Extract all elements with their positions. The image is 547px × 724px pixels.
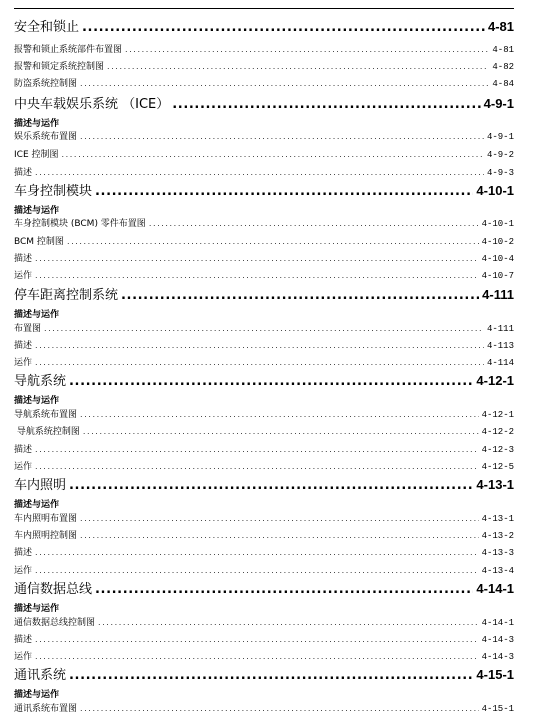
toc-subheading: 描述与运作 — [14, 500, 60, 510]
top-rule — [14, 8, 514, 9]
heading-page: 4-13-1 — [476, 477, 514, 492]
dot-leader — [80, 79, 489, 89]
toc-item[interactable] — [14, 165, 514, 178]
item-label: 报警和锁定系统控制图 — [14, 62, 105, 72]
item-label: 描述 — [14, 341, 33, 351]
item-label: 布置图 — [14, 324, 42, 334]
toc-heading-data-bus[interactable] — [14, 578, 514, 597]
toc-item[interactable] — [14, 42, 514, 55]
toc-item[interactable] — [14, 701, 514, 714]
item-page: 4-13-3 — [481, 548, 514, 558]
item-page: 4-111 — [486, 324, 514, 334]
item-page: 4-9-2 — [486, 150, 514, 160]
item-page: 4-114 — [486, 358, 514, 368]
heading-title: 车身控制模块 — [14, 184, 93, 199]
dot-leader — [82, 20, 485, 35]
dot-leader — [62, 150, 484, 160]
toc-item[interactable] — [14, 615, 514, 628]
item-label: 防盗系统控制图 — [14, 79, 78, 89]
dot-leader — [80, 132, 484, 142]
item-page: 4-9-1 — [486, 132, 514, 142]
dot-leader — [98, 618, 479, 628]
item-label: 车内照明布置图 — [14, 514, 78, 524]
item-page: 4-12-1 — [481, 410, 514, 420]
item-label: 通讯系统布置图 — [14, 704, 78, 714]
item-page: 4-10-7 — [481, 271, 514, 281]
item-label: 车内照明控制图 — [14, 531, 78, 541]
toc-item[interactable] — [14, 563, 514, 576]
dot-leader — [95, 582, 473, 597]
dot-leader — [172, 97, 480, 112]
toc-item[interactable] — [14, 424, 514, 437]
item-page: 4-12-5 — [481, 462, 514, 472]
dot-leader — [35, 358, 484, 368]
toc-heading-security[interactable] — [14, 16, 514, 35]
toc-item[interactable] — [14, 76, 514, 89]
dot-leader — [35, 635, 479, 645]
item-page: 4-10-1 — [481, 219, 514, 229]
item-label: 运作 — [14, 566, 33, 576]
toc-item[interactable] — [14, 442, 514, 455]
heading-title: 通讯系统 — [14, 668, 67, 683]
dot-leader — [35, 462, 479, 472]
item-label: 运作 — [14, 652, 33, 662]
item-label: 通信数据总线控制图 — [14, 618, 96, 628]
dot-leader — [80, 531, 479, 541]
toc-item[interactable] — [14, 649, 514, 662]
toc-item[interactable] — [14, 545, 514, 558]
toc-item[interactable] — [14, 459, 514, 472]
item-label: 报警和锁止系统部件布置图 — [14, 45, 123, 55]
toc-item[interactable] — [14, 632, 514, 645]
item-label: 描述 — [14, 168, 33, 178]
item-label: 导航系统控制图 — [14, 427, 80, 437]
item-page: 4-13-2 — [481, 531, 514, 541]
toc-subheading: 描述与运作 — [14, 604, 60, 614]
dot-leader — [44, 324, 484, 334]
toc-subheading: 描述与运作 — [14, 396, 60, 406]
heading-title: 导航系统 — [14, 374, 67, 389]
item-page: 4-13-4 — [481, 566, 514, 576]
dot-leader — [35, 652, 479, 662]
item-label: 导航系统布置图 — [14, 410, 78, 420]
dot-leader — [95, 184, 473, 199]
toc-heading-communications[interactable] — [14, 664, 514, 683]
heading-page: 4-12-1 — [476, 373, 514, 388]
item-label: 娱乐系统布置图 — [14, 132, 78, 142]
dot-leader — [69, 374, 473, 389]
toc-item[interactable] — [14, 407, 514, 420]
heading-page: 4-9-1 — [483, 96, 514, 111]
toc-item[interactable] — [14, 528, 514, 541]
dot-leader — [35, 445, 479, 455]
toc-item[interactable] — [14, 234, 514, 247]
toc-subheading: 描述与运作 — [14, 119, 60, 129]
heading-title: 中央车载娱乐系统 （ICE） — [14, 97, 170, 112]
toc-subheading: 描述与运作 — [14, 206, 60, 216]
item-label: 描述 — [14, 254, 33, 264]
dot-leader — [35, 341, 484, 351]
dot-leader — [69, 668, 473, 683]
heading-page: 4-111 — [482, 287, 514, 302]
heading-page: 4-10-1 — [476, 183, 514, 198]
item-label: 描述 — [14, 635, 33, 645]
heading-title: 停车距离控制系统 — [14, 288, 119, 303]
item-label: 描述 — [14, 445, 33, 455]
dot-leader — [67, 237, 479, 247]
heading-page: 4-15-1 — [476, 667, 514, 682]
toc-heading-bcm[interactable] — [14, 180, 514, 199]
item-label: 描述 — [14, 548, 33, 558]
item-page: 4-14-3 — [481, 652, 514, 662]
toc-item[interactable] — [14, 355, 514, 368]
heading-title: 通信数据总线 — [14, 582, 93, 597]
toc-item[interactable] — [14, 129, 514, 142]
dot-leader — [149, 219, 479, 229]
toc-heading-interior-lighting[interactable] — [14, 474, 514, 493]
item-page: 4-10-4 — [481, 254, 514, 264]
dot-leader — [107, 62, 489, 72]
item-label: ICE 控制图 — [14, 150, 59, 160]
toc-heading-parking[interactable] — [14, 284, 514, 303]
toc-item[interactable] — [14, 251, 514, 264]
dot-leader — [80, 410, 479, 420]
heading-title: 车内照明 — [14, 478, 67, 493]
item-label: 运作 — [14, 271, 33, 281]
dot-leader — [35, 168, 484, 178]
heading-title: 安全和锁止 — [14, 20, 80, 35]
item-page: 4-113 — [486, 341, 514, 351]
item-label: BCM 控制图 — [14, 237, 64, 247]
dot-leader — [35, 566, 479, 576]
dot-leader — [80, 514, 479, 524]
dot-leader — [125, 45, 489, 55]
toc-item[interactable] — [14, 338, 514, 351]
item-label: 运作 — [14, 462, 33, 472]
item-page: 4-12-3 — [481, 445, 514, 455]
dot-leader — [83, 427, 479, 437]
dot-leader — [69, 478, 473, 493]
item-page: 4-12-2 — [481, 427, 514, 437]
toc-subheading: 描述与运作 — [14, 690, 60, 700]
item-page: 4-82 — [492, 62, 514, 72]
item-page: 4-14-1 — [481, 618, 514, 628]
toc-item[interactable] — [14, 216, 514, 229]
item-label: 车身控制模块 (BCM) 零件布置图 — [14, 219, 146, 229]
toc-item[interactable] — [14, 268, 514, 281]
toc-item[interactable] — [14, 59, 514, 72]
toc-item[interactable] — [14, 511, 514, 524]
item-page: 4-13-1 — [481, 514, 514, 524]
dot-leader — [35, 271, 479, 281]
item-page: 4-9-3 — [486, 168, 514, 178]
item-page: 4-84 — [492, 79, 514, 89]
item-page: 4-15-1 — [481, 704, 514, 714]
dot-leader — [121, 288, 479, 303]
dot-leader — [80, 704, 479, 714]
item-page: 4-10-2 — [481, 237, 514, 247]
toc-subheading: 描述与运作 — [14, 310, 60, 320]
dot-leader — [35, 254, 479, 264]
heading-page: 4-81 — [487, 19, 514, 34]
toc-heading-navigation[interactable] — [14, 370, 514, 389]
toc-heading-ice[interactable] — [14, 93, 514, 112]
toc-item[interactable] — [14, 321, 514, 334]
dot-leader — [35, 548, 479, 558]
toc-item[interactable] — [14, 147, 514, 160]
item-page: 4-14-3 — [481, 635, 514, 645]
item-label: 运作 — [14, 358, 33, 368]
heading-page: 4-14-1 — [476, 581, 514, 596]
item-page: 4-81 — [492, 45, 514, 55]
